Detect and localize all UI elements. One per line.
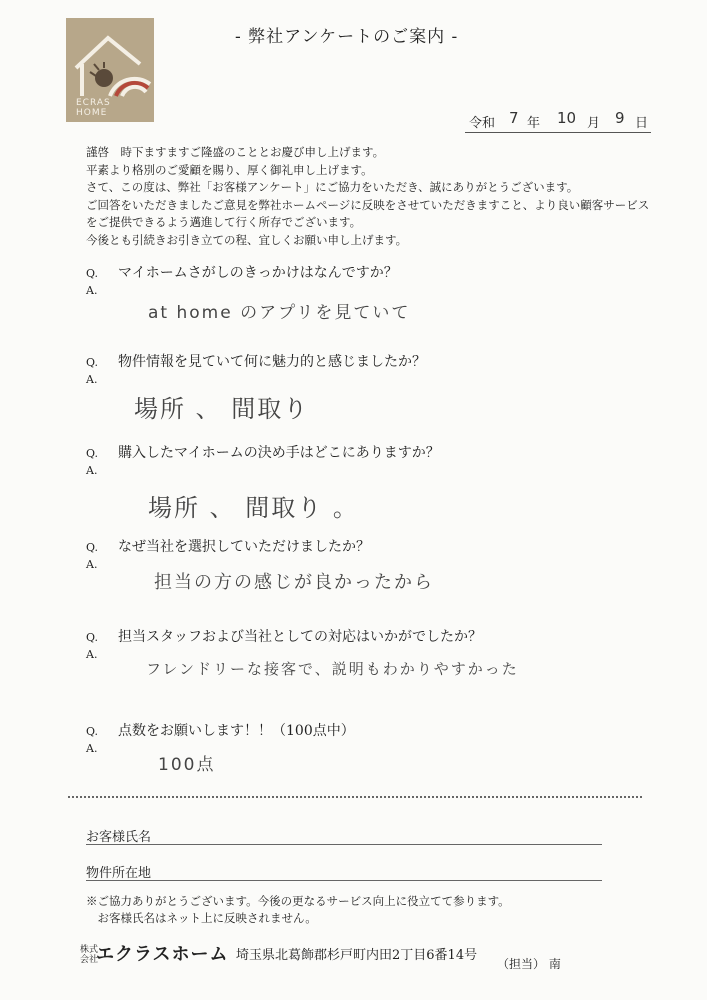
date-month-unit: 月 (587, 116, 601, 131)
question-block (86, 536, 646, 593)
company-logo (66, 18, 154, 122)
staff-name: （担当） 南 (497, 957, 561, 971)
answer-text: フレンドリーな接客で、説明もわかりやすかった (146, 660, 519, 678)
question-text: なぜ当社を選択していただけましたか？ (118, 539, 370, 555)
question-block (86, 626, 646, 678)
intro-line: 謹啓 時下ますますご隆盛のこととお慶び申し上げます。 (86, 145, 385, 159)
date-day: 9 (615, 109, 625, 127)
question-text: 点数をお願いします！！（100点中） (118, 723, 355, 739)
q-marker: Q. (86, 541, 98, 554)
date-year: 7 (509, 109, 519, 127)
property-address-line (86, 880, 602, 881)
answer-text: 100点 (158, 755, 216, 775)
q-marker: Q. (86, 356, 98, 369)
answer-text: 場所 、 間取り (134, 395, 310, 423)
a-marker: A. (86, 284, 98, 297)
question-block (86, 720, 646, 775)
q-marker: Q. (86, 447, 98, 460)
date-era: 令和 (469, 116, 496, 131)
note-line: ※ご協力ありがとうございます。今後の更なるサービス向上に役立てて参ります。 (86, 894, 510, 908)
q-marker: Q. (86, 725, 98, 738)
question-block (86, 442, 646, 522)
question-text: マイホームさがしのきっかけはなんですか？ (118, 265, 398, 281)
intro-line: 今後とも引続きお引き立ての程、宜しくお願い申し上げます。 (86, 232, 408, 247)
company-address: 埼玉県北葛飾郡杉戸町内田2丁目6番14号 (236, 948, 478, 963)
customer-name-line (86, 844, 602, 845)
intro-line: ご回答をいただきましたご意見を弊社ホームページに反映をさせていただきますこと、より良い顧客サービス (86, 197, 650, 212)
a-marker: A. (86, 373, 98, 386)
company-type-badge: 株式会社 (80, 945, 99, 965)
intro-line: 平素より格別のご愛顧を賜り、厚く御礼申し上げます。 (86, 162, 373, 177)
customer-name-field (86, 826, 151, 845)
logo-text-line1: ECRAS (76, 98, 111, 108)
date-day-unit: 日 (635, 116, 649, 131)
company-name: エクラスホーム (96, 944, 229, 965)
answer-text: at home のアプリを見ていて (148, 303, 411, 323)
a-marker: A. (86, 558, 98, 571)
a-marker: A. (86, 648, 98, 661)
answer-text: 担当の方の感じが良かったから (154, 572, 434, 593)
date-month: 10 (557, 109, 577, 127)
date-field (465, 109, 651, 133)
footer-note (86, 893, 510, 927)
question-block (86, 262, 646, 323)
intro-text (86, 144, 649, 249)
customer-name-label: お客様氏名 (86, 830, 152, 845)
intro-line: をご提供できるよう邁進して行く所存でございます。 (86, 215, 362, 229)
a-marker: A. (86, 464, 98, 477)
question-block (86, 351, 646, 423)
note-line: お客様氏名はネット上に反映されません。 (86, 911, 317, 925)
logo-text-line2: HOME (76, 108, 108, 118)
q-marker: Q. (86, 267, 98, 280)
property-address-field (86, 862, 151, 881)
question-text: 物件情報を見ていて何に魅力的と感じましたか？ (118, 354, 426, 370)
question-text: 担当スタッフおよび当社としての対応はいかがでしたか？ (118, 629, 482, 645)
question-text: 購入したマイホームの決め手はどこにありますか？ (118, 445, 440, 461)
answer-text: 場所 、 間取り 。 (148, 494, 359, 522)
page-title: - 弊社アンケートのご案内 - (235, 27, 459, 47)
intro-line: さて、この度は、弊社「お客様アンケート」にご協力をいただき、誠にありがとうございます。 (86, 180, 579, 194)
date-year-unit: 年 (527, 116, 541, 131)
a-marker: A. (86, 742, 98, 755)
q-marker: Q. (86, 631, 98, 644)
dotted-divider (68, 796, 642, 798)
property-address-label: 物件所在地 (86, 866, 152, 881)
